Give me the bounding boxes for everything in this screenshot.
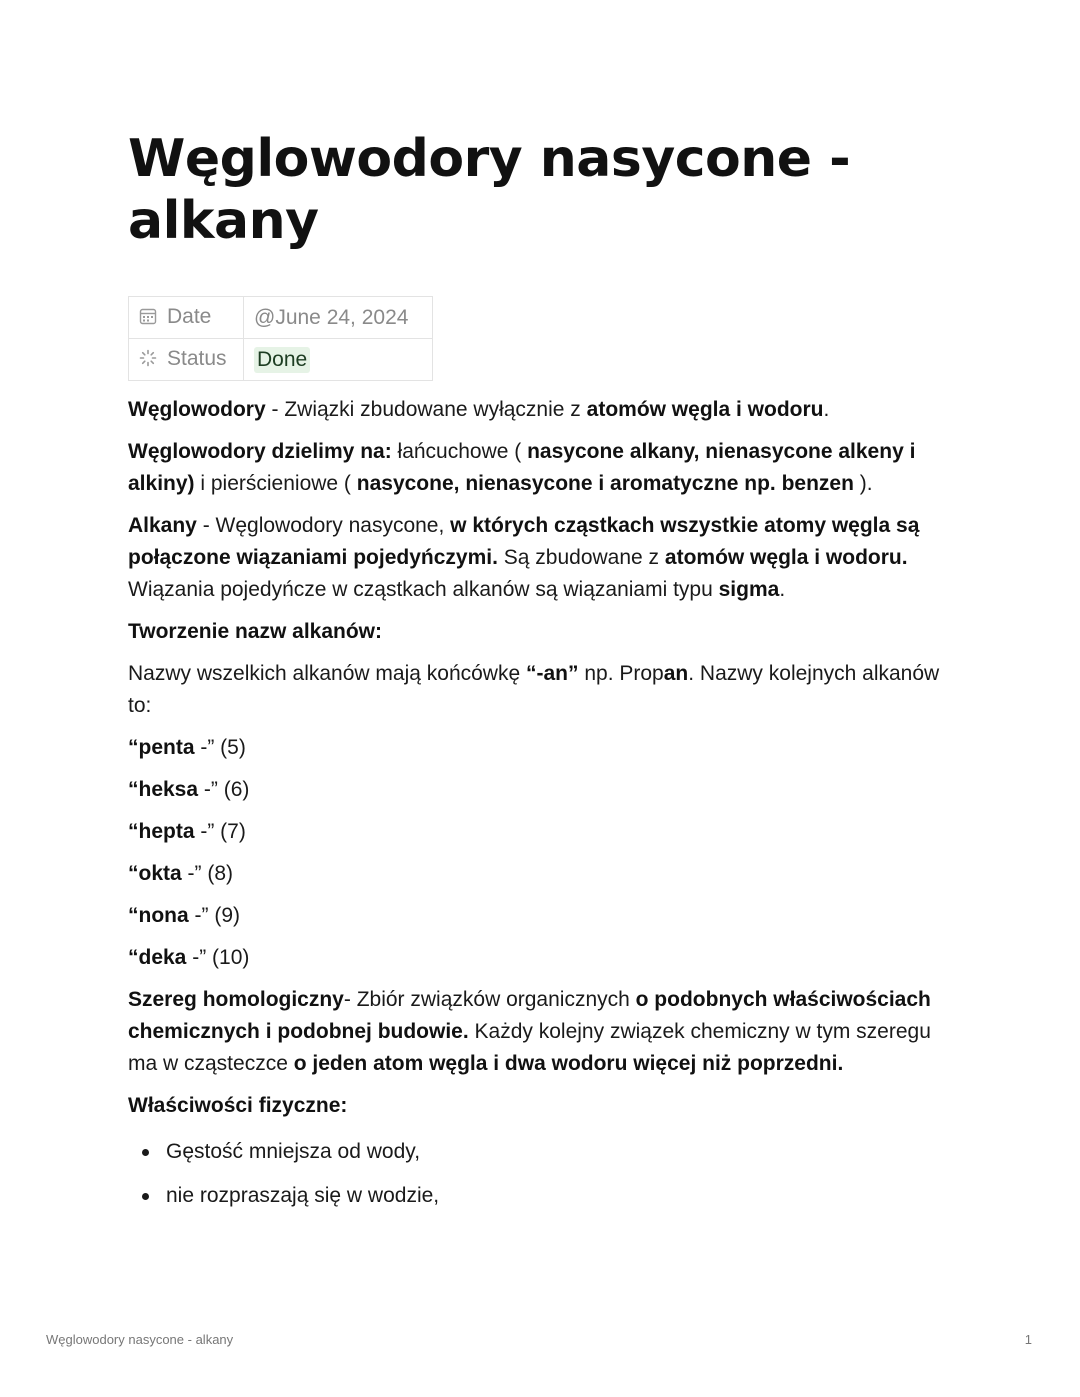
property-label: Date [167, 304, 212, 328]
status-spinner-icon [139, 349, 157, 373]
list-item: Gęstość mniejsza od wody, [142, 1136, 958, 1168]
paragraph-homologous-series: Szereg homologiczny- Zbiór związków organicznych o podobnych właściwościach chemicznych i podobnej budowie. Każdy kolejny związek chemiczny w tym szeregu ma w cząsteczce o jeden atom węgla i dwa wodoru więcej niż poprzedni. [128, 988, 931, 1075]
property-key-date [129, 297, 244, 339]
heading-names: Tworzenie nazw alkanów: [128, 620, 382, 643]
prefix-item: “deka -” (10) [128, 946, 250, 969]
status-badge[interactable]: Done [254, 347, 310, 373]
paragraph-naming: Nazwy wszelkich alkanów mają końcówkę “-an” np. Propan. Nazwy kolejnych alkanów to: [128, 662, 940, 717]
footer-page-number: 1 [1024, 1332, 1032, 1347]
paragraph-alkanes: Alkany - Węglowodory nasycone, w których cząstkach wszystkie atomy węgla są połączone wiązaniami pojedyńczymi. Są zbudowane z atomów węgla i wodoru. Wiązania pojedyńcze w cząstkach alkanów są wiązaniami typu sigma. [128, 514, 920, 601]
property-value-status[interactable] [244, 339, 433, 381]
property-label: Status [167, 346, 227, 370]
prefix-item: “penta -” (5) [128, 736, 246, 759]
paragraph-classification: Węglowodory dzielimy na: łańcuchowe ( nasycone alkany, nienasycone alkeny i alkiny) i pierścieniowe ( nasycone, nienasycone i aromatyczne np. benzen ). [128, 440, 916, 495]
properties-table [128, 296, 433, 381]
page-content [128, 394, 958, 1224]
calendar-icon [139, 307, 157, 331]
physical-properties-list [128, 1136, 958, 1212]
page-title: Węglowodory nasycone - alkany [128, 129, 851, 251]
property-value-date[interactable]: @June 24, 2024 [244, 297, 433, 339]
prefix-item: “nona -” (9) [128, 904, 240, 927]
property-key-status [129, 339, 244, 381]
prefix-item: “okta -” (8) [128, 862, 234, 885]
footer-title: Węglowodory nasycone - alkany [46, 1332, 234, 1347]
list-item: nie rozpraszają się w wodzie, [142, 1180, 958, 1212]
heading-physical: Właściwości fizyczne: [128, 1094, 348, 1117]
prefix-item: “heksa -” (6) [128, 778, 250, 801]
property-row-date [129, 297, 433, 339]
property-row-status [129, 339, 433, 381]
paragraph-hydrocarbons: Węglowodory - Związki zbudowane wyłącznie z atomów węgla i wodoru. [128, 398, 830, 421]
prefix-item: “hepta -” (7) [128, 820, 246, 843]
